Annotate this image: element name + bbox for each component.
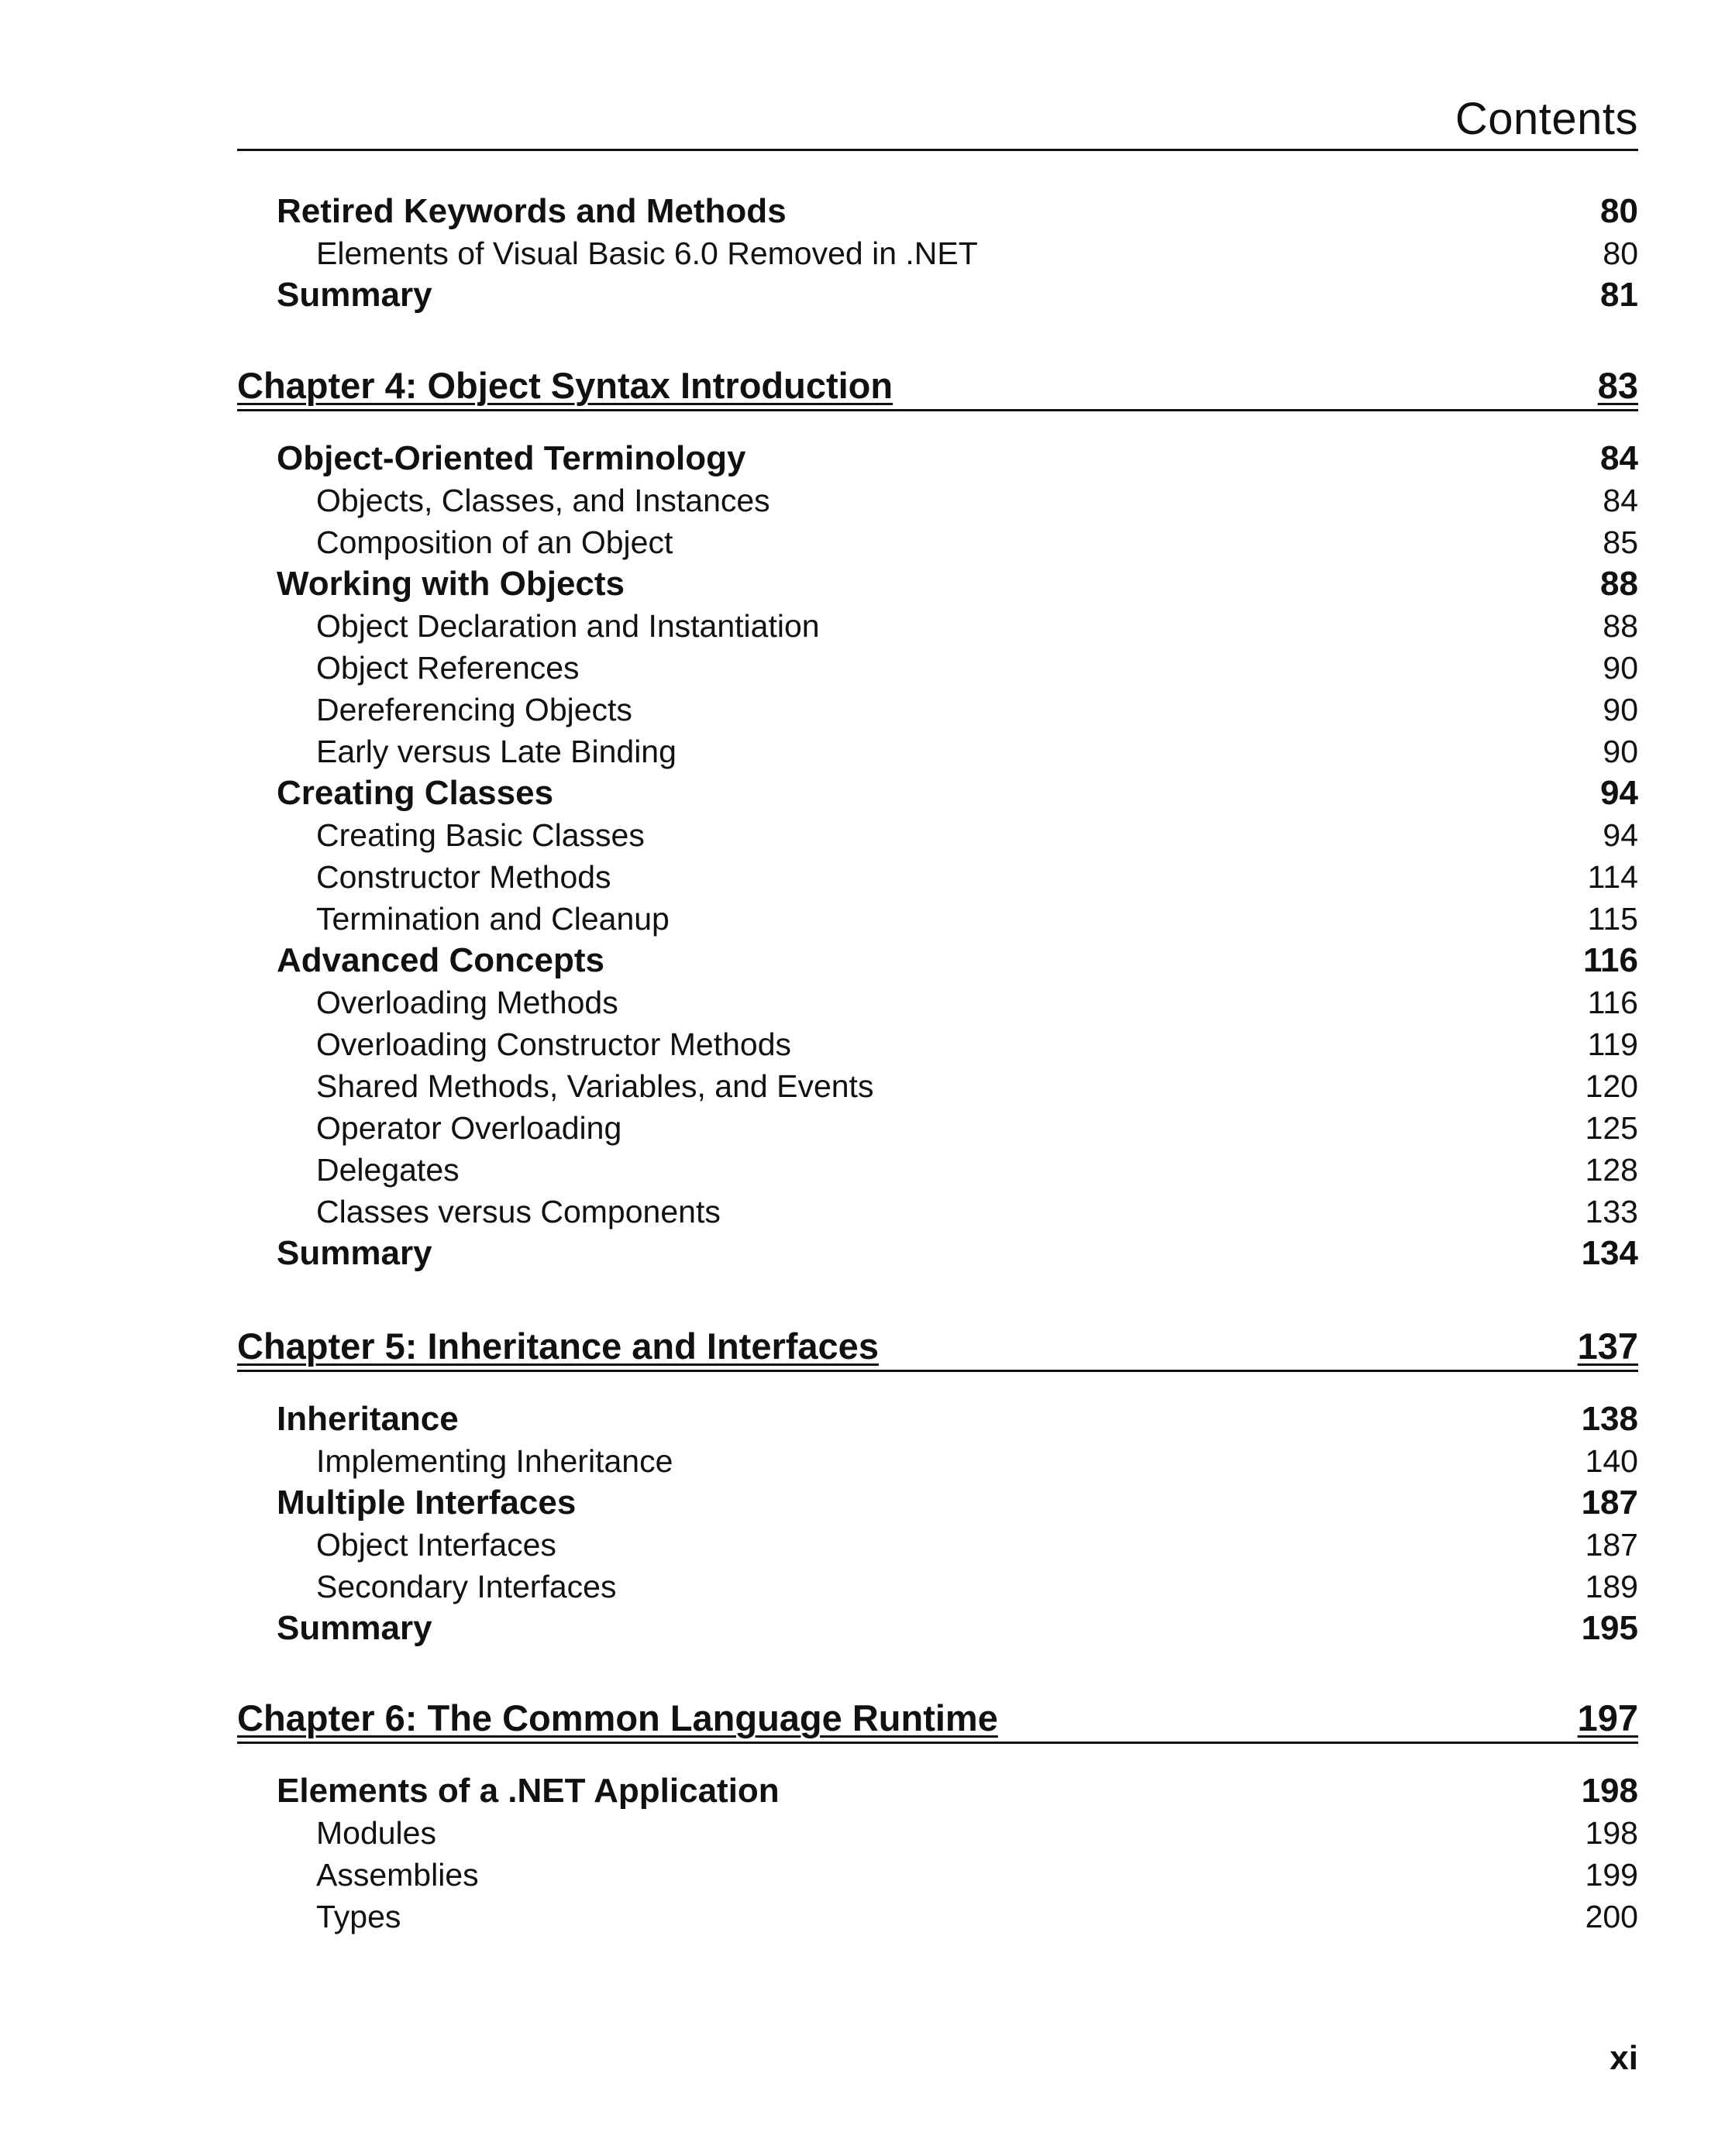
toc-entry-page: 198 [1581,1772,1638,1810]
toc-subsection-entry [237,689,1638,731]
toc-entry-title: Operator Overloading [316,1110,622,1146]
toc-entry-title: Termination and Cleanup [316,901,670,937]
toc-entry-page: 94 [1603,817,1638,853]
toc-entry-title: Inheritance [277,1400,459,1438]
toc-entry-title: Constructor Methods [316,859,611,895]
toc-chapter-page: 197 [1577,1697,1638,1738]
toc-entry-page: 90 [1603,650,1638,686]
toc-entry-page: 115 [1587,901,1638,937]
toc-section-entry [237,563,1638,605]
toc-entry-page: 80 [1600,192,1638,230]
toc-entry-page: 88 [1603,608,1638,644]
toc-entry-page: 84 [1600,439,1638,477]
toc-entry-title: Multiple Interfaces [277,1484,577,1522]
toc-subsection-entry [237,982,1638,1023]
toc-entry-page: 189 [1585,1569,1638,1604]
toc-entry-page: 134 [1581,1234,1638,1272]
toc-entry-page: 80 [1603,236,1638,271]
toc-entry-title: Overloading Constructor Methods [316,1026,792,1062]
toc-section-entry [237,772,1638,814]
toc-entry-page: 81 [1600,276,1638,314]
toc-entry-title: Summary [277,276,432,314]
toc-entry-title: Retired Keywords and Methods [277,192,787,230]
toc-subsection-entry [237,1065,1638,1107]
toc-entry-title: Delegates [316,1152,460,1188]
toc-entry-page: 199 [1585,1857,1638,1893]
toc-chapter-page: 83 [1597,365,1638,406]
toc-entry-title: Working with Objects [277,565,625,603]
toc-entry-title: Summary [277,1234,432,1272]
toc-entry-page: 128 [1585,1152,1638,1188]
toc-subsection-entry [237,1854,1638,1896]
toc-chapter-page: 137 [1577,1326,1638,1367]
toc-entry-title: Creating Basic Classes [316,817,645,853]
toc-entry-page: 116 [1587,985,1638,1020]
toc-entry-title: Objects, Classes, and Instances [316,483,770,518]
toc-entry-title: Object References [316,650,580,686]
toc-entry-title: Assemblies [316,1857,479,1893]
toc-subsection-entry [237,521,1638,563]
toc-entry-title: Modules [316,1815,436,1851]
toc-entry-title: Object Interfaces [316,1527,556,1563]
toc-section-entry [237,1482,1638,1524]
folio-page-number: xi [1610,2039,1638,2077]
toc-entry-page: 116 [1583,941,1638,979]
toc-subsection-entry [237,1524,1638,1566]
toc-subsection-entry [237,647,1638,689]
toc-subsection-entry [237,814,1638,856]
toc-section-entry [237,1233,1638,1274]
toc-entry-page: 94 [1600,774,1638,812]
toc-section-entry [237,1770,1638,1812]
toc-entry-title: Elements of Visual Basic 6.0 Removed in .NET [316,236,978,271]
toc-section-entry [237,191,1638,232]
toc-subsection-entry [237,898,1638,940]
toc-subsection-entry [237,731,1638,772]
toc-chapter-title: Chapter 4: Object Syntax Introduction [237,365,893,406]
toc-section-entry [237,1398,1638,1440]
toc-entry-title: Early versus Late Binding [316,734,677,769]
toc-entry-page: 85 [1603,524,1638,560]
toc-entry-title: Implementing Inheritance [316,1443,673,1479]
toc-subsection-entry [237,1812,1638,1854]
toc-entry-page: 138 [1581,1400,1638,1438]
toc-subsection-entry [237,232,1638,274]
toc-entry-title: Dereferencing Objects [316,692,632,727]
toc-entry-page: 200 [1585,1899,1638,1934]
toc-entry-page: 198 [1585,1815,1638,1851]
toc-entry-title: Summary [277,1609,432,1647]
toc-entry-page: 120 [1585,1068,1638,1104]
toc-entry-title: Types [316,1899,401,1934]
toc-chapter-entry [237,1695,1638,1744]
toc-entry-page: 88 [1600,565,1638,603]
toc-entry-page: 119 [1587,1026,1638,1062]
toc-entry-title: Advanced Concepts [277,941,604,979]
toc-entry-page: 187 [1581,1484,1638,1522]
toc-section-entry [237,438,1638,480]
toc-chapter-entry [237,363,1638,411]
toc-subsection-entry [237,480,1638,521]
toc-subsection-entry [237,856,1638,898]
toc-section-entry [237,1608,1638,1649]
toc-subsection-entry [237,1107,1638,1149]
toc-entry-title: Overloading Methods [316,985,618,1020]
toc-entry-page: 84 [1603,483,1638,518]
toc-subsection-entry [237,605,1638,647]
toc-section-entry [237,940,1638,982]
toc-chapter-entry [237,1323,1638,1372]
toc-chapter-title: Chapter 5: Inheritance and Interfaces [237,1326,879,1367]
toc-subsection-entry [237,1149,1638,1191]
toc-entry-title: Creating Classes [277,774,554,812]
toc-entry-page: 90 [1603,734,1638,769]
toc-entry-page: 125 [1585,1110,1638,1146]
running-header [237,90,1638,151]
toc-entry-page: 140 [1585,1443,1638,1479]
toc-entry-page: 90 [1603,692,1638,727]
toc-entry-title: Secondary Interfaces [316,1569,617,1604]
toc-entry-title: Composition of an Object [316,524,673,560]
toc-entry-title: Classes versus Components [316,1194,721,1229]
toc-entry-title: Object-Oriented Terminology [277,439,746,477]
toc-section-entry [237,274,1638,316]
page-title: Contents [1455,94,1638,144]
toc-entry-page: 187 [1585,1527,1638,1563]
toc-entry-page: 133 [1585,1194,1638,1229]
toc-subsection-entry [237,1896,1638,1938]
toc-entry-page: 195 [1581,1609,1638,1647]
toc-subsection-entry [237,1191,1638,1233]
toc-entry-title: Shared Methods, Variables, and Events [316,1068,874,1104]
toc-subsection-entry [237,1440,1638,1482]
toc-entry-title: Object Declaration and Instantiation [316,608,820,644]
toc-subsection-entry [237,1023,1638,1065]
toc-subsection-entry [237,1566,1638,1608]
toc-chapter-title: Chapter 6: The Common Language Runtime [237,1697,998,1738]
toc-entry-page: 114 [1587,859,1638,895]
toc-entry-title: Elements of a .NET Application [277,1772,780,1810]
